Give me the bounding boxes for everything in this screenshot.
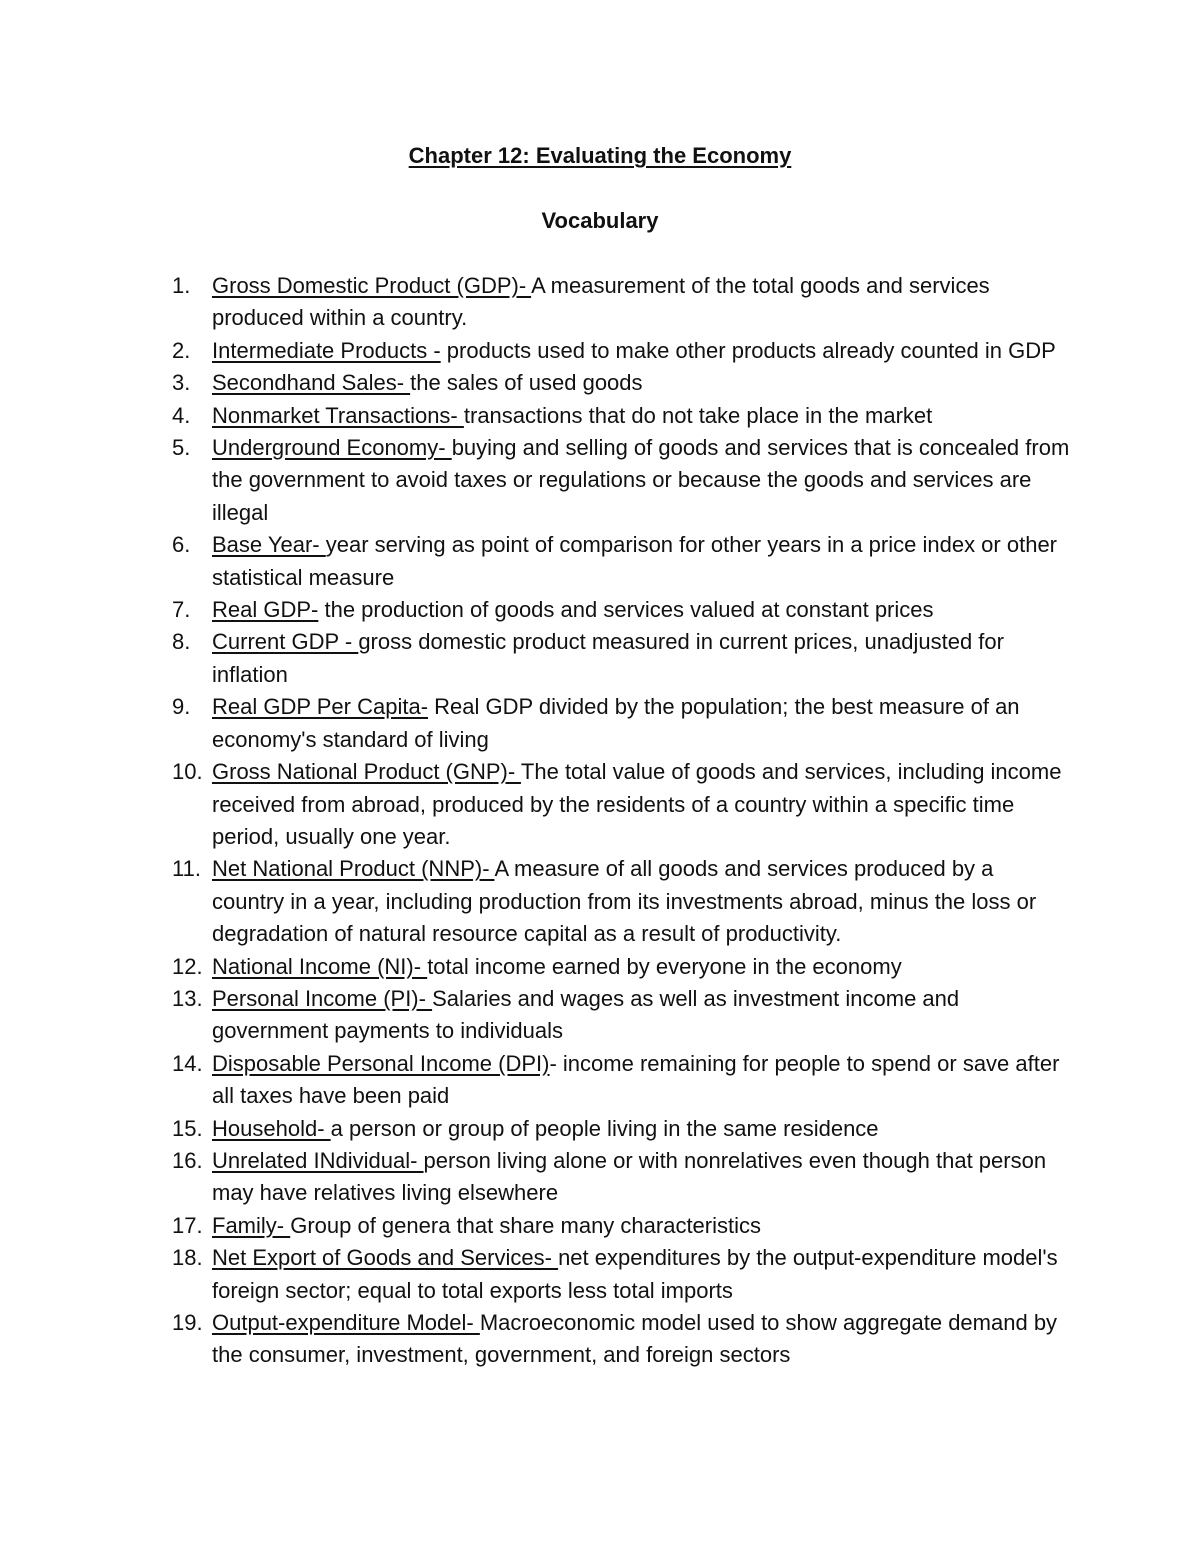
item-number: 4.	[172, 402, 191, 428]
vocab-term: National Income (NI)-	[212, 953, 428, 979]
list-item	[150, 1307, 1070, 1372]
list-item	[150, 626, 1070, 691]
vocab-definition: buying and selling of goods and services that is concealed from the government to avoid taxes or regulations or because the goods and services are illegal	[212, 435, 1070, 525]
vocab-term: Intermediate Products -	[212, 337, 441, 363]
vocab-term: Net National Product (NNP)-	[212, 856, 495, 882]
vocab-term: Output-expenditure Model-	[212, 1310, 480, 1335]
vocab-term: Gross Domestic Product (GDP)-	[212, 273, 532, 298]
vocab-term: Real GDP Per Capita-	[212, 694, 429, 720]
vocab-term: Base Year-	[212, 532, 326, 558]
list-item	[150, 1113, 1070, 1145]
item-number: 12.	[172, 953, 203, 979]
vocab-term: Current GDP -	[212, 629, 359, 655]
list-item	[150, 432, 1070, 529]
list-item	[150, 951, 1070, 983]
item-number: 2.	[172, 337, 191, 363]
list-item	[150, 756, 1070, 853]
vocab-definition: Salaries and wages as well as investment income and government payments to individuals	[212, 985, 960, 1044]
item-number: 18.	[172, 1245, 203, 1271]
item-number: 6.	[172, 532, 191, 558]
item-number: 19.	[172, 1310, 203, 1335]
vocab-definition: A measure of all goods and services produced by a country in a year, including production from its investments abroad, minus the loss or degradation of natural resource capital as a result of productivity.	[212, 856, 1037, 947]
vocab-term: Unrelated INdividual-	[212, 1147, 424, 1173]
item-number: 17.	[172, 1212, 203, 1238]
vocab-definition: - income remaining for people to spend or save after all taxes have been paid	[212, 1050, 1060, 1109]
item-number: 11.	[172, 856, 201, 882]
item-number: 5.	[172, 435, 191, 461]
list-item	[150, 1048, 1070, 1113]
vocab-definition: total income earned by everyone in the economy	[427, 953, 902, 979]
vocab-definition: person living alone or with nonrelatives even though that person may have relatives living elsewhere	[212, 1147, 1047, 1206]
vocab-definition: a person or group of people living in the same residence	[330, 1115, 879, 1141]
list-item	[150, 335, 1070, 367]
item-number: 13.	[172, 985, 203, 1011]
item-number: 10.	[172, 759, 203, 785]
vocab-definition: Group of genera that share many characteristics	[290, 1212, 762, 1238]
vocab-definition: transactions that do not take place in the market	[463, 402, 933, 428]
section-heading: Vocabulary	[541, 208, 659, 233]
page-title: Chapter 12: Evaluating the Economy	[408, 143, 792, 168]
vocab-definition: the production of goods and services valued at constant prices	[318, 597, 934, 623]
item-number: 15.	[172, 1115, 203, 1141]
list-item	[150, 853, 1070, 950]
list-item	[150, 594, 1070, 626]
list-item	[150, 1210, 1070, 1242]
item-number: 1.	[172, 273, 191, 298]
vocab-term: Gross National Product (GNP)-	[212, 759, 521, 785]
vocab-term: Secondhand Sales-	[212, 370, 411, 396]
list-item	[150, 400, 1070, 432]
vocab-definition: net expenditures by the output-expenditure model's foreign sector; equal to total exports less total imports	[212, 1245, 1058, 1303]
vocab-definition: the sales of used goods	[410, 370, 643, 396]
vocab-definition: products used to make other products already counted in GDP	[440, 337, 1056, 363]
vocab-definition: Real GDP divided by the population; the best measure of an economy's standard of living	[212, 694, 1020, 752]
vocab-definition: Macroeconomic model used to show aggregate demand by the consumer, investment, government, and foreign sectors	[212, 1310, 1058, 1368]
vocabulary-list	[150, 270, 1070, 1372]
vocab-term: Personal Income (PI)-	[212, 985, 433, 1011]
list-item	[150, 270, 1070, 335]
list-item	[150, 1145, 1070, 1210]
vocab-term: Family-	[212, 1212, 291, 1238]
vocab-term: Household-	[212, 1115, 331, 1141]
vocab-definition: gross domestic product measured in current prices, unadjusted for inflation	[212, 629, 1004, 687]
item-number: 3.	[172, 370, 191, 396]
item-number: 8.	[172, 629, 191, 655]
list-item	[150, 691, 1070, 756]
vocab-term: Nonmarket Transactions-	[212, 402, 464, 428]
item-number: 16.	[172, 1147, 203, 1173]
vocab-term: Real GDP-	[212, 597, 319, 623]
list-item	[150, 983, 1070, 1048]
vocab-definition: The total value of goods and services, including income received from abroad, produced by the residents of a country within a specific time period, usually one year.	[212, 759, 1062, 849]
vocab-term: Disposable Personal Income (DPI)	[212, 1050, 550, 1076]
list-item	[150, 529, 1070, 594]
list-item	[150, 1242, 1070, 1307]
vocab-definition: year serving as point of comparison for other years in a price index or other statistical measure	[212, 532, 1058, 590]
vocab-definition: A measurement of the total goods and services produced within a country.	[212, 273, 990, 331]
item-number: 9.	[172, 694, 191, 720]
vocab-term: Underground Economy-	[212, 435, 452, 461]
item-number: 7.	[172, 597, 191, 623]
list-item	[150, 367, 1070, 399]
vocab-term: Net Export of Goods and Services-	[212, 1245, 559, 1271]
item-number: 14.	[172, 1050, 203, 1076]
